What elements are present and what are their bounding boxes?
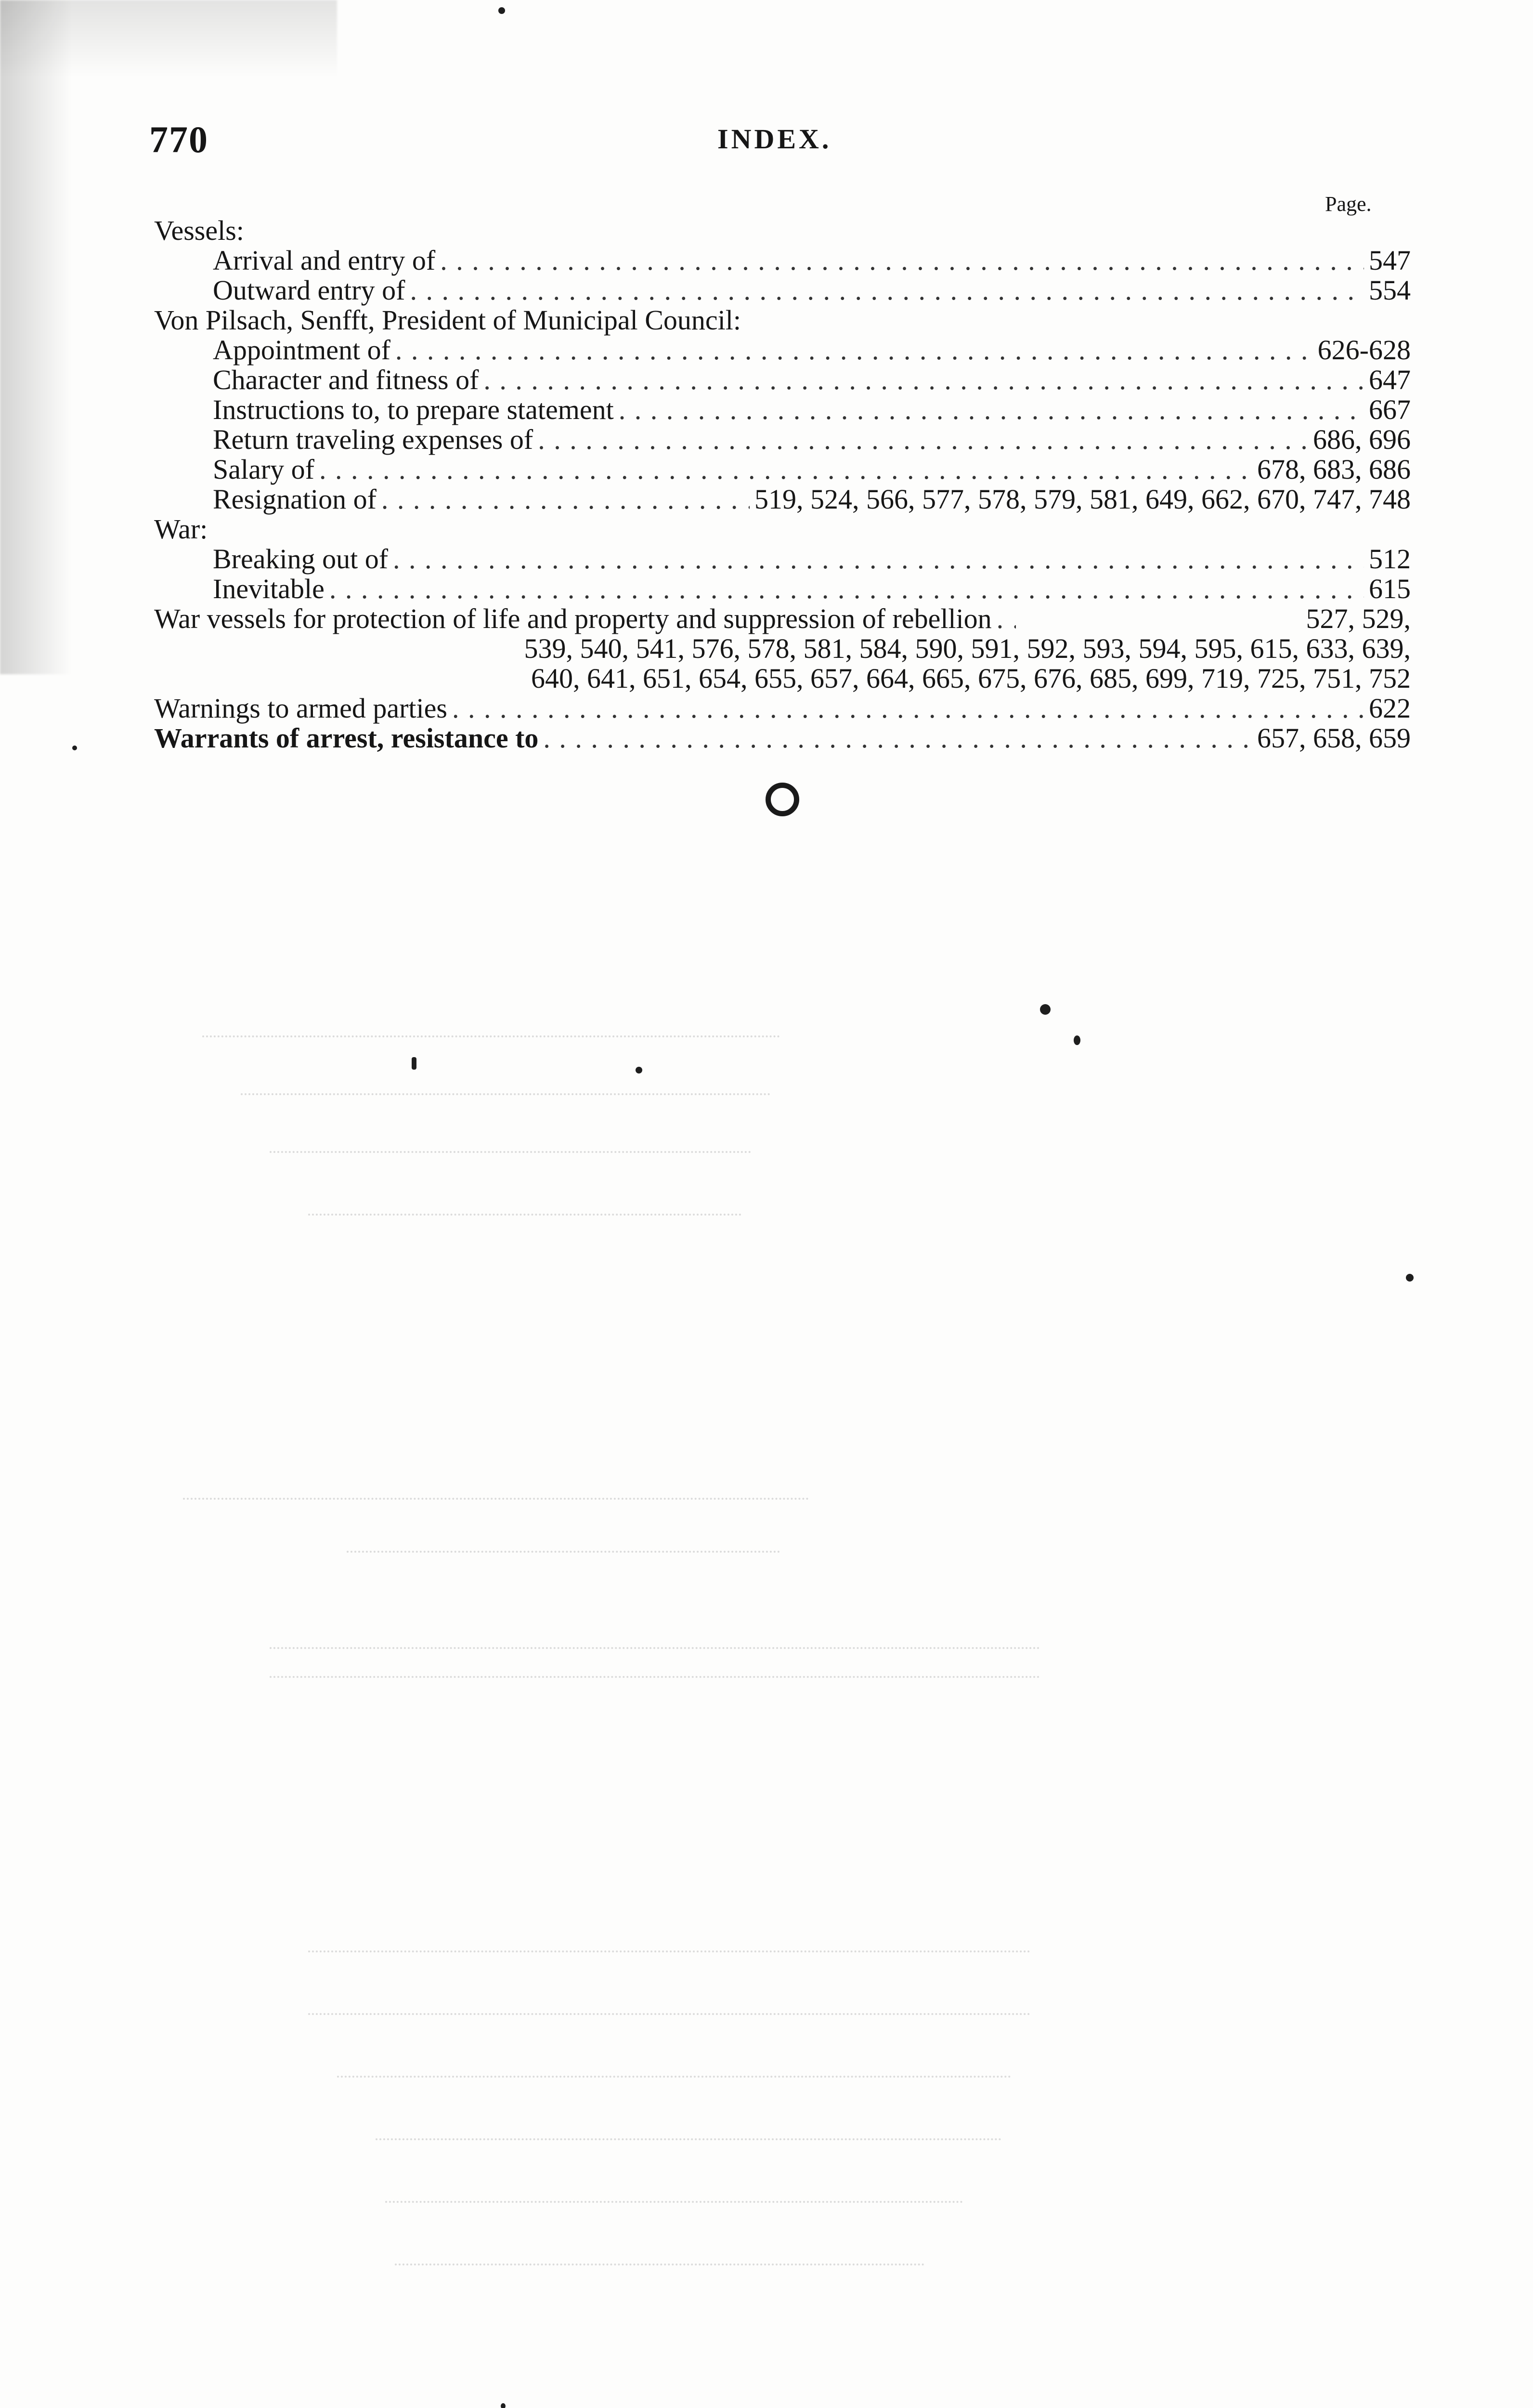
page-column-label: Page. [1325,192,1372,216]
index-entry [154,305,1411,335]
dot-leader [329,574,1364,604]
bleed-through-line [270,1676,1040,1679]
index-pages: 626-628 [1317,334,1411,366]
index-pages: 547 [1369,245,1411,276]
index-term: Resignation of [213,484,377,515]
dot-leader [619,395,1364,425]
index-term: Appointment of [213,334,390,366]
index-subentry [154,335,1411,365]
dot-leader [381,484,750,514]
index-list [154,216,1411,753]
index-pages: 539, 540, 541, 576, 578, 581, 584, 590, 591, 592, 593, 594, 595, 615, 633, 639, [524,633,1411,664]
index-term: Warnings to armed parties [154,693,447,724]
ink-speck [1040,1004,1051,1015]
index-term: Outward entry of [213,275,405,306]
dot-leader [483,365,1364,395]
running-head: INDEX. [717,123,832,155]
index-pages: 519, 524, 566, 577, 578, 579, 581, 649, 662, 670, 747, 748 [754,484,1411,515]
ink-speck [1406,1274,1414,1282]
index-term: Breaking out of [213,543,389,575]
dot-leader [393,544,1364,574]
scan-top-shadow [0,0,337,77]
page-header [149,118,1411,161]
index-pages: 512 [1369,543,1411,575]
bleed-through-line [308,2013,1030,2016]
index-term: Warrants of arrest, resistance to [154,722,539,754]
bleed-through-line [308,1214,741,1217]
index-pages: 657, 658, 659 [1257,722,1411,754]
index-pages: 622 [1369,693,1411,724]
index-continuation [154,634,1411,664]
index-pages: 678, 683, 686 [1257,454,1411,485]
dot-leader [395,335,1313,365]
index-pages: 667 [1369,394,1411,425]
end-ornament [766,783,799,816]
dot-leader [997,604,1016,634]
bleed-through-line [241,1093,770,1097]
index-entry [154,604,1411,634]
index-subentry [154,574,1411,604]
bleed-through-line [183,1498,809,1501]
index-subentry [154,455,1411,484]
bleed-through-line [337,2076,1011,2079]
page-number: 770 [149,118,208,160]
index-entry [154,694,1411,723]
ink-speck [72,746,77,750]
index-subentry [154,544,1411,574]
index-term: Character and fitness of [213,364,479,395]
index-entry [154,723,1411,753]
index-continuation [154,664,1411,694]
ink-speck [1074,1035,1080,1045]
index-term: Inevitable [213,573,325,604]
index-subentry [154,246,1411,275]
index-subentry [154,275,1411,305]
index-term: Salary of [213,454,314,485]
index-pages: 686, 696 [1313,424,1411,455]
index-pages: 615 [1369,573,1411,604]
index-term: Return traveling expenses of [213,424,533,455]
ink-speck [498,7,505,14]
index-subentry [154,425,1411,455]
index-term: War vessels for protection of life and property and suppression of rebellion [154,603,992,634]
dot-leader [410,275,1364,305]
index-term: War: [154,513,208,545]
index-term: Von Pilsach, Senfft, President of Municipal Council: [154,304,741,336]
dot-leader [538,425,1308,455]
index-subentry [154,395,1411,425]
index-pages: 554 [1369,275,1411,306]
scan-edge-shadow [0,0,72,674]
index-term: Instructions to, to prepare statement [213,394,614,425]
bleed-through-line [308,1950,1030,1954]
bleed-through-line [376,2138,1001,2142]
index-entry [154,216,1411,246]
bleed-through-line [270,1151,751,1154]
ink-speck [636,1067,642,1073]
index-entry [154,514,1411,544]
ink-speck [501,2403,506,2408]
bleed-through-line [385,2201,963,2204]
index-subentry [154,365,1411,395]
dot-leader [319,455,1252,484]
dot-leader [543,723,1252,753]
index-pages: 640, 641, 651, 654, 655, 657, 664, 665, 675, 676, 685, 699, 719, 725, 751, 752 [531,663,1411,694]
dot-leader [452,694,1364,723]
index-subentry [154,484,1411,514]
dot-leader [440,246,1364,275]
bleed-through-line [270,1647,1040,1650]
index-pages: 647 [1369,364,1411,395]
ink-speck [412,1057,416,1070]
index-term: Vessels: [154,215,244,246]
index-term: Arrival and entry of [213,245,436,276]
index-pages: 527, 529, [1306,603,1411,634]
bleed-through-line [202,1035,780,1039]
bleed-through-line [395,2264,924,2267]
bleed-through-line [347,1551,780,1554]
